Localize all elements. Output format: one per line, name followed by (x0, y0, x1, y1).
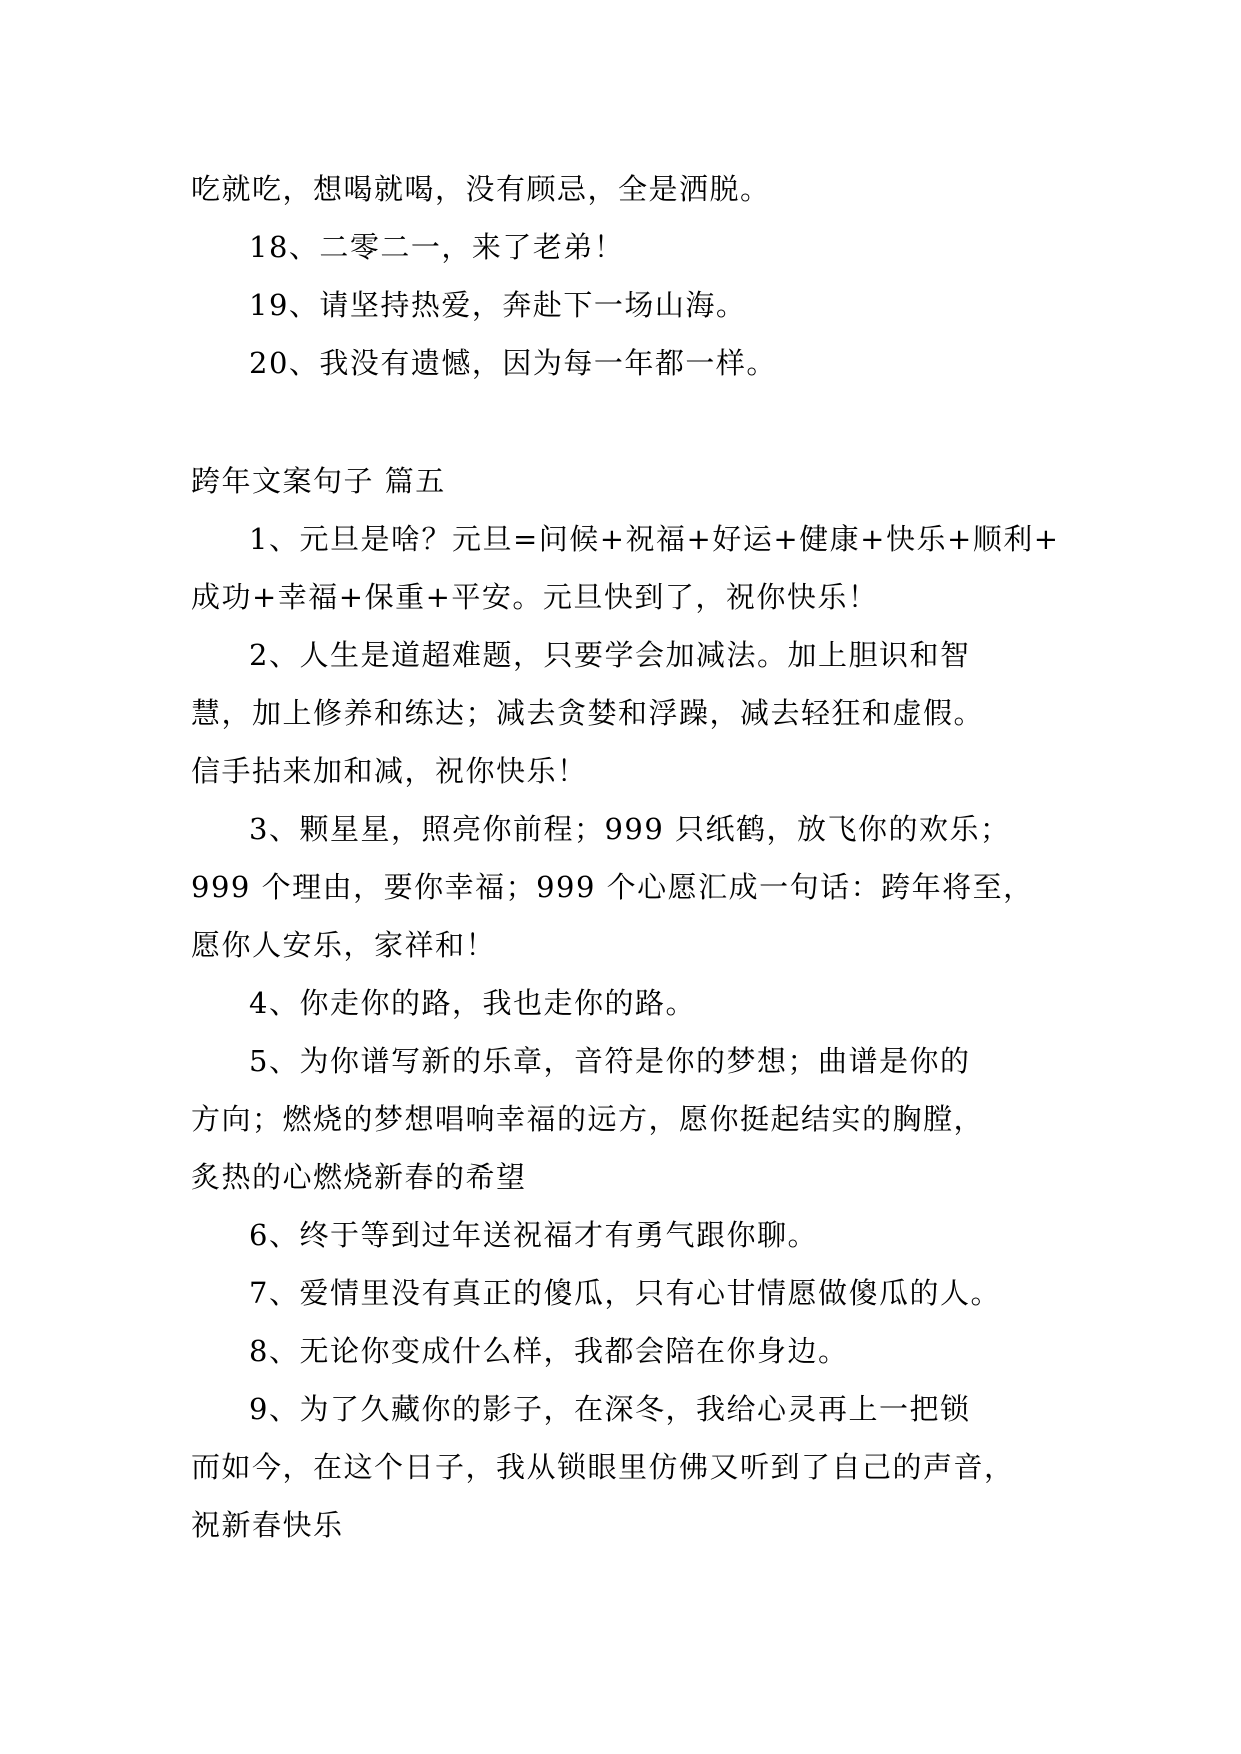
text-line: 999 个理由，要你幸福；999 个心愿汇成一句话：跨年将至， (191, 870, 1034, 904)
section-body (191, 510, 1071, 1554)
text-line: 慧，加上修养和练达；减去贪婪和浮躁，减去轻狂和虚假。 (191, 696, 985, 730)
text-line: 3、颗星星，照亮你前程；999 只纸鹤，放飞你的欢乐； (249, 812, 1011, 846)
text-line: 18、二零二一，来了老弟！ (249, 230, 625, 264)
text-line: 19、请坚持热爱，奔赴下一场山海。 (249, 288, 747, 322)
text-line: 信手拈来加和减，祝你快乐！ (191, 754, 588, 788)
text-line: 7、爱情里没有真正的傻瓜，只有心甘情愿做傻瓜的人。 (249, 1276, 1001, 1310)
text-line: 6、终于等到过年送祝福才有勇气跟你聊。 (249, 1218, 818, 1252)
text-line: 4、你走你的路，我也走你的路。 (249, 986, 696, 1020)
text-line: 炙热的心燃烧新春的希望 (191, 1160, 527, 1194)
text-line: 吃就吃，想喝就喝，没有顾忌，全是洒脱。 (191, 172, 771, 206)
text-line: 成功+幸福+保重+平安。元旦快到了，祝你快乐！ (191, 580, 879, 614)
continued-text-block (191, 160, 1071, 392)
text-line: 8、无论你变成什么样，我都会陪在你身边。 (249, 1334, 849, 1368)
section-title: 跨年文案句子 篇五 (191, 464, 446, 498)
text-line: 而如今，在这个日子，我从锁眼里仿佛又听到了自己的声音， (191, 1450, 1015, 1484)
text-line: 5、为你谱写新的乐章，音符是你的梦想；曲谱是你的 (249, 1044, 971, 1078)
text-line: 1、元旦是啥？元旦=问候+祝福+好运+健康+快乐+顺利+ (249, 522, 1060, 556)
text-line: 方向；燃烧的梦想唱响幸福的远方，愿你挺起结实的胸膛， (191, 1102, 985, 1136)
text-line: 20、我没有遗憾，因为每一年都一样。 (249, 346, 777, 380)
text-line: 祝新春快乐 (191, 1508, 344, 1542)
text-line: 愿你人安乐，家祥和！ (191, 928, 497, 962)
text-line: 9、为了久藏你的影子，在深冬，我给心灵再上一把锁 (249, 1392, 971, 1426)
text-line: 2、人生是道超难题，只要学会加减法。加上胆识和智 (249, 638, 971, 672)
